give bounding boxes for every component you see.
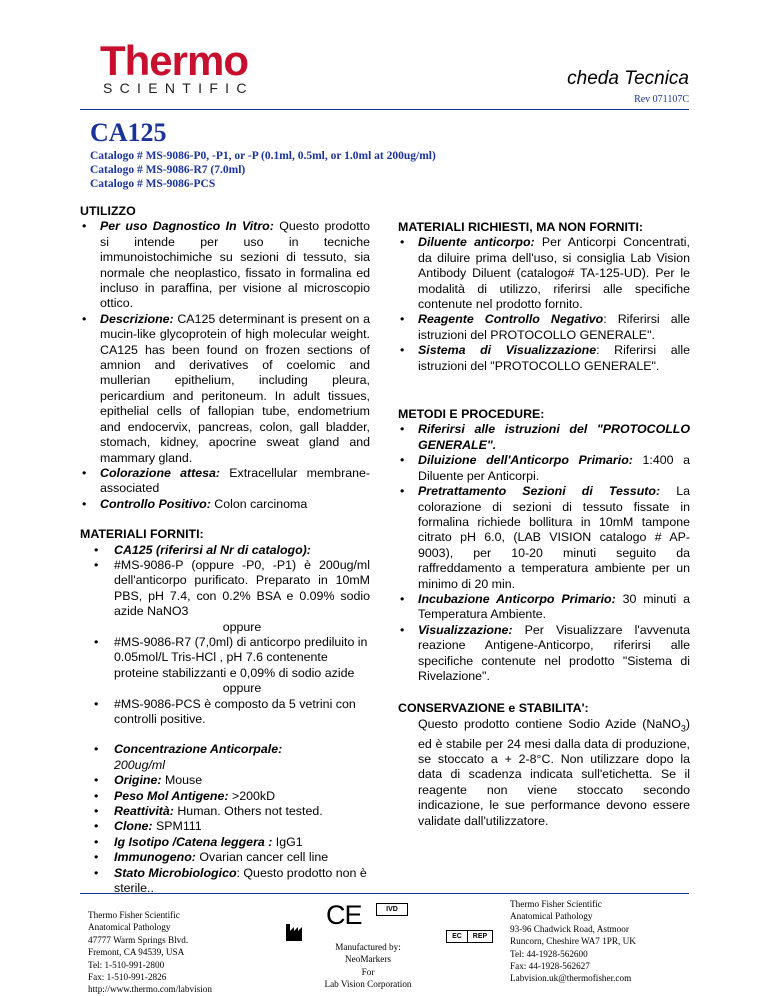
brand-subtitle: SCIENTIFIC [103,80,254,96]
list-item: • Descrizione: CA125 determinant is present on a mucin-like glycoprotein of high molecular weight. CA125 has been found on frozen sections of amnion and derivatives of coelomic and mullerian epithelium, including pleura, pericardium and peritoneum. In adult tissues, epithelial cells of fallopian tube, endometrium and endocervix, pancreas, colon, gall bladder, stomach, kidney, apocrine sweat gland and mammary gland. [80,312,370,466]
richiesti-heading: MATERIALI RICHIESTI, MA NON FORNITI: [398,220,644,234]
document-type: cheda Tecnica [567,68,689,89]
list-item: • #MS-9086-P (oppure -P0, -P1) è 200ug/ml dell'anticorpo purificato. Preparato in 10mM PBS, pH 7.4, con 0.2% BSA e 0.09% sodio azide NaNO3 oppure [80,558,370,635]
list-item: • Incubazione Anticorpo Primario: 30 minuti a Temperatura Ambiente. [398,592,690,623]
header-rule [80,109,689,110]
list-item: • Per uso Dagnostico In Vitro: Questo prodotto si intende per uso in tecniche immunoistochimiche su sezioni di tessuto, sia normale che neoplastico, fissato in formalina ed incluso in paraffina, per visione al microscopio ottico. [80,219,370,311]
brand-logo: Thermo [100,37,249,84]
metodi-heading: METODI E PROCEDURE: [398,407,545,422]
list-item: • Peso Mol Antigene: >200kD [80,789,370,804]
list-item: • #MS-9086-PCS è composto da 5 vetrini con controlli positive. [80,697,370,728]
factory-icon [285,920,307,942]
footer-address-us: Thermo Fisher Scientific Anatomical Pathology 47777 Warm Springs Blvd. Fremont, CA 94539, USA Tel: 1-510-991-2800 Fax: 1-510-991-2826 http://www.thermo.com/labvision [88,910,212,995]
left-column [80,204,370,896]
list-item: • Clone: SPM111 [80,819,370,834]
list-item: • #MS-9086-R7 (7,0ml) di anticorpo prediluito in 0.05mol/L Tris-HCl , pH 7.6 contenente proteine stabilizzanti e 0,09% di sodio azide oppure [80,635,370,697]
conservazione-heading: CONSERVAZIONE e STABILITA': [398,701,589,716]
list-item: • Sistema di Visualizzazione: Riferirsi alle istruzioni del "PROTOCOLLO GENERALE". [398,343,690,374]
catalog-line: Catalogo # MS-9086-R7 (7.0ml) [90,164,246,176]
list-item: • Pretrattamento Sezioni di Tessuto: La colorazione di sezioni di tessuto fissate in formalina richiede bollitura in 10mM tampone citrato pH 6.0, (LAB VISION catalogo # AP-9003), per 10-20 minuti seguito da raffreddamento a temperatura ambiente per un minimo di 20 min. [398,484,690,592]
list-item: • Reattività: Human. Others not tested. [80,804,370,819]
right-column [398,220,690,829]
list-item: • Concentrazione Anticorpale: 200ug/ml [80,742,370,773]
list-item: • Origine: Mouse [80,773,370,788]
list-item: • Colorazione attesa: Extracellular membrane-associated [80,466,370,497]
list-item: • Diluizione dell'Anticorpo Primario: 1:400 a Diluente per Anticorpi. [398,453,690,484]
footer-manufacturer: Manufactured by: NeoMarkers For Lab Vision Corporation [324,942,412,990]
list-item: • Controllo Positivo: Colon carcinoma [80,497,370,512]
revision-code: Rev 071107C [634,94,689,105]
list-item: • Riferirsi alle istruzioni del "PROTOCOLLO GENERALE". [398,422,690,453]
list-item: • Immunogeno: Ovarian cancer cell line [80,850,370,865]
storage-paragraph: Questo prodotto contiene Sodio Azide (NaNO$_3$) ed è stabile per 24 mesi dalla data di produzione, se stoccato a + 2-8°C. Non utilizzare dopo la data di scadenza indicata sull'etichetta. Se il reagente non viene stoccato secondo indicazione, le sue performance devono essere validate dall'utilizzatore. [418,716,690,828]
list-item: • CA125 (riferirsi al Nr di catalogo): [80,543,370,558]
catalog-line: Catalogo # MS-9086-P0, -P1, or -P (0.1ml, 0.5ml, or 1.0ml at 200ug/ml) [90,150,436,162]
list-item: • Diluente anticorpo: Per Anticorpi Concentrati, da diluire prima dell'uso, si consiglia Lab Vision Antibody Diluent (catalogo# TA-125-UD). Per le modalità di utilizzo, riferirsi alle specifiche contenute nel prodotto fornito. [398,235,690,312]
utilizzo-heading: UTILIZZO [80,204,136,218]
ivd-symbol: IVD [376,903,408,916]
footer-address-uk: Thermo Fisher Scientific Anatomical Pathology 93-96 Chadwick Road, Astmoor Runcorn, Cheshire WA7 1PR, UK Tel: 44-1928-562600 Fax: 44-1928-562627 Labvision.uk@thermofisher.com [510,899,636,984]
list-item: • Visualizzazione: Per Visualizzare l'avvenuta reazione Antigene-Anticorpo, riferirsi alle specifiche contenute nel prodotto "Sistema di Rivelazione". [398,623,690,685]
list-item: • Stato Microbiologico: Questo prodotto non è sterile.. [80,866,370,897]
ec-rep-symbol: EC REP [446,930,493,943]
ce-mark: CE [326,900,362,930]
product-title: CA125 [90,118,167,147]
footer-rule [80,893,689,894]
forniti-heading: MATERIALI FORNITI: [80,527,204,542]
list-item: • Reagente Controllo Negativo: Riferirsi alle istruzioni del PROTOCOLLO GENERALE". [398,312,690,343]
catalog-line: Catalogo # MS-9086-PCS [90,178,216,190]
list-item: • Ig Isotipo /Catena leggera : IgG1 [80,835,370,850]
